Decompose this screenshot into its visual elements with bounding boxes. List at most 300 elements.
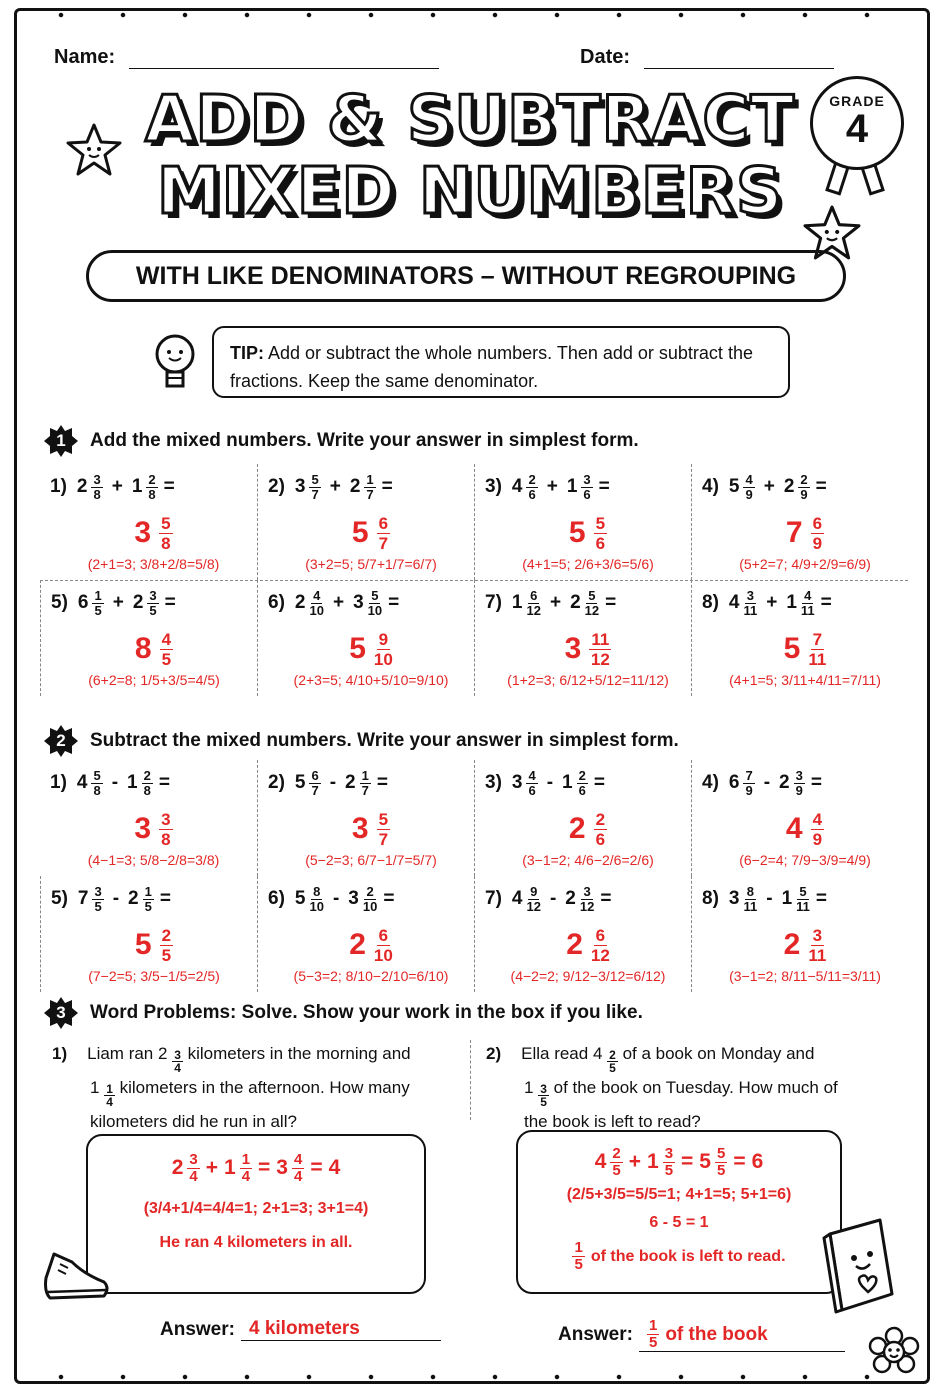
problem-cell [257, 580, 474, 696]
problem-cell [40, 876, 257, 992]
denominator: 4 [241, 1167, 251, 1185]
problem-text: Liam ran 2 [87, 1044, 168, 1063]
whole-number: 1 [786, 592, 797, 613]
operator: - [112, 888, 120, 909]
problem [51, 580, 257, 626]
problem-number: 5) [51, 592, 68, 613]
denominator: 7 [311, 486, 319, 502]
fraction [808, 630, 826, 669]
section-number-badge [44, 724, 78, 758]
whole-number: 2 [566, 928, 583, 961]
work-steps: (3/4+1/4=4/4=1; 2+1=3; 3+1=4) [143, 1200, 369, 1217]
numerator: 4 [293, 1150, 303, 1168]
mixed-number [565, 630, 612, 669]
mixed-number [729, 473, 755, 502]
problem-cell [474, 760, 691, 876]
operator: + [111, 476, 123, 497]
whole-number: 3 [351, 812, 369, 845]
denominator: 5 [149, 602, 157, 618]
whole-number: 2 [783, 928, 801, 961]
fraction [743, 769, 754, 798]
whole: 5 [699, 1150, 711, 1173]
denominator: 9 [795, 782, 803, 798]
problem-number: 5) [51, 888, 68, 909]
mixed-number [77, 473, 103, 502]
fraction [160, 630, 173, 669]
fraction [147, 589, 158, 618]
numerator: 2 [595, 809, 606, 829]
mixed-number [352, 514, 390, 553]
whole-number: 2 [779, 772, 790, 793]
numerator: 4 [313, 587, 321, 603]
problem-cell [257, 876, 474, 992]
mixed-number [295, 589, 324, 618]
whole: 4 [594, 1150, 607, 1173]
fraction [796, 885, 810, 914]
answer[interactable] [485, 626, 691, 672]
answer[interactable] [51, 626, 257, 672]
fraction [526, 769, 537, 798]
work-steps: (2/5+3/5=5/5=1; 4+1=5; 5+1=6) [566, 1186, 792, 1203]
answer[interactable] [268, 922, 474, 968]
equals-sign: = [159, 888, 171, 909]
mixed-number [348, 885, 377, 914]
answer-value: 4 kilometers [241, 1318, 441, 1341]
answer[interactable] [50, 510, 257, 556]
whole-number: 2 [565, 888, 576, 909]
top-dots-border [30, 10, 914, 20]
problem-cell [474, 876, 691, 992]
work-box-2[interactable] [516, 1130, 842, 1294]
equals-sign: = [381, 476, 393, 497]
answer[interactable] [702, 922, 908, 968]
fraction [794, 769, 805, 798]
denominator: 7 [378, 533, 389, 553]
fraction [377, 810, 390, 849]
numerator: 2 [161, 925, 172, 945]
word-problem-2 [486, 1040, 896, 1135]
answer-label: Answer: [558, 1324, 633, 1345]
problem-number: 4) [702, 772, 719, 793]
numerator: 1 [648, 1317, 658, 1334]
work-steps: (7−2=5; 3/5−1/5=2/5) [88, 968, 220, 984]
tip-box [212, 326, 790, 398]
mixed-number [729, 885, 757, 914]
mixed-number [350, 473, 376, 502]
fraction [580, 885, 594, 914]
fraction [526, 885, 540, 914]
whole-number: 2 [783, 476, 795, 497]
section-number: 1 [56, 431, 66, 450]
whole-number: 1 [511, 592, 523, 613]
fraction [647, 1318, 659, 1351]
denominator: 8 [93, 486, 101, 502]
numerator: 4 [812, 809, 823, 829]
fraction [363, 885, 377, 914]
numerator: 1 [361, 767, 369, 783]
fraction [309, 885, 323, 914]
section-number: 2 [56, 731, 66, 750]
denominator: 8 [161, 533, 171, 553]
answer-line-1[interactable] [160, 1318, 441, 1341]
mixed-number [786, 514, 824, 553]
denominator: 5 [161, 945, 172, 965]
work-steps: (5+2=7; 4/9+2/9=6/9) [739, 556, 871, 572]
date-field[interactable] [580, 46, 834, 69]
problem [268, 876, 474, 922]
fraction [91, 769, 102, 798]
mixed-number [567, 473, 593, 502]
tip-text: Add or subtract the whole numbers. Then add or subtract the fractions. Keep the same denominator. [230, 343, 753, 391]
mixed-number [729, 769, 755, 798]
tip-label: TIP: [230, 343, 264, 363]
whole-number: 3 [348, 888, 359, 909]
fraction [581, 473, 592, 502]
denominator: 5 [609, 1061, 616, 1075]
problem-number: 1) [50, 476, 67, 497]
grade-label: GRADE [829, 93, 885, 109]
mixed-number [353, 589, 382, 618]
fraction [663, 1146, 675, 1179]
whole-number: 4 [511, 476, 523, 497]
equals-sign: = [810, 772, 822, 793]
mixed-number [133, 589, 159, 618]
whole-number: 5 [134, 928, 152, 961]
numerator: 3 [174, 1048, 181, 1062]
date-label: Date: [580, 46, 631, 68]
problem-cell [474, 580, 691, 696]
problem [485, 580, 691, 626]
whole-number: 3 [511, 772, 523, 793]
mixed-number [135, 630, 173, 669]
numerator: 3 [795, 767, 803, 783]
mixed-number [295, 769, 321, 798]
mixed-number [134, 514, 172, 553]
whole-number: 6 [77, 592, 89, 613]
numerator: 6 [530, 587, 538, 603]
answer[interactable] [50, 806, 257, 852]
problem-number: 4) [702, 476, 719, 497]
fraction [591, 926, 610, 965]
equals-sign: = [820, 592, 832, 613]
problem-number: 2) [268, 476, 285, 497]
plus-sign: + [628, 1150, 641, 1173]
numerator: 5 [378, 809, 389, 829]
problem-number: 2) [268, 772, 285, 793]
work-steps: (2+1=3; 3/8+2/8=5/8) [87, 556, 220, 572]
problem-text: 1 [524, 1078, 534, 1097]
equation [88, 1148, 424, 1188]
fraction [526, 473, 537, 502]
mixed-number [345, 769, 371, 798]
denominator: 10 [309, 898, 324, 914]
fraction [610, 1146, 622, 1179]
bottom-dots-border [30, 1372, 914, 1382]
equals-sign: = [163, 476, 175, 497]
mixed-number [784, 926, 827, 965]
problem-cell [40, 464, 257, 580]
operator: + [112, 592, 124, 613]
column-divider [470, 1040, 471, 1120]
fraction [577, 769, 588, 798]
denominator: 6 [578, 782, 586, 798]
numerator: 5 [311, 471, 319, 487]
answer[interactable] [485, 510, 691, 556]
grade-value: 4 [845, 107, 869, 151]
name-label: Name: [54, 46, 116, 68]
numerator: 3 [93, 471, 101, 487]
equals-sign: = [681, 1150, 694, 1173]
answer-line-2[interactable] [558, 1318, 845, 1352]
denominator: 4 [293, 1167, 303, 1185]
whole-number: 5 [783, 632, 801, 665]
fraction [594, 514, 607, 553]
whole-number: 4 [785, 812, 803, 845]
problem [268, 760, 474, 806]
mixed-number [78, 589, 104, 618]
numerator: 7 [745, 767, 753, 783]
work-steps: (3−1=2; 8/11−5/11=3/11) [729, 968, 881, 984]
answer[interactable] [702, 806, 908, 852]
operator: - [111, 772, 119, 793]
fraction [538, 1083, 549, 1108]
flower-icon [866, 1326, 922, 1378]
denominator: 8 [143, 782, 151, 798]
numerator: 4 [745, 471, 753, 487]
answer[interactable] [702, 626, 908, 672]
numerator: 2 [528, 471, 536, 487]
numerator: 2 [143, 767, 151, 783]
equals-sign: = [605, 592, 617, 613]
answer[interactable] [268, 626, 474, 672]
denominator: 11 [808, 649, 827, 669]
equals-sign: = [598, 476, 610, 497]
problem-number: 8) [702, 592, 719, 613]
denominator: 8 [93, 782, 101, 798]
whole-number: 3 [564, 632, 582, 665]
denominator: 7 [366, 486, 374, 502]
problem-number: 3) [485, 476, 502, 497]
fraction [92, 589, 103, 618]
denominator: 9 [812, 829, 823, 849]
work-steps: (4−1=3; 5/8−2/8=3/8) [87, 852, 220, 868]
answer[interactable] [485, 806, 691, 852]
denominator: 12 [590, 649, 610, 669]
numerator: 1 [94, 587, 102, 603]
numerator: 6 [595, 925, 606, 945]
section-number-badge [44, 424, 78, 458]
denominator: 5 [716, 1161, 726, 1179]
subtitle-banner: WITH LIKE DENOMINATORS – WITHOUT REGROUPING [86, 250, 846, 302]
denominator: 5 [574, 1256, 583, 1273]
problem-number: 6) [268, 888, 285, 909]
whole-number: 3 [353, 592, 364, 613]
fraction [374, 630, 393, 669]
problem [702, 580, 908, 626]
fraction [594, 810, 607, 849]
numerator: 3 [94, 883, 102, 899]
mixed-number [786, 589, 814, 618]
row-divider [40, 580, 908, 581]
mixed-number [784, 630, 827, 669]
problem-number: 8) [702, 888, 719, 909]
numerator: 5 [588, 587, 596, 603]
sentence-text: of the book is left to read. [590, 1247, 786, 1265]
mixed-number [512, 769, 538, 798]
fraction [309, 473, 320, 502]
problem-number: 1) [52, 1044, 68, 1063]
answer[interactable] [702, 510, 908, 556]
problem-text: 1 [90, 1078, 100, 1097]
mixed-number [569, 810, 607, 849]
denominator: 11 [743, 898, 758, 914]
problem [702, 760, 908, 806]
title-line-1: ADD & SUBTRACT [144, 83, 796, 157]
problem-cell [40, 760, 257, 876]
lightbulb-icon [146, 326, 204, 400]
denominator: 10 [373, 945, 393, 965]
numerator: 1 [144, 883, 152, 899]
fraction [292, 1152, 304, 1185]
answer[interactable] [268, 806, 474, 852]
work-box-1[interactable] [86, 1134, 426, 1294]
work-steps: (6+2=8; 1/5+3/5=4/5) [88, 672, 220, 688]
denominator: 5 [144, 898, 152, 914]
result: 6 [751, 1150, 764, 1173]
numerator: 2 [578, 767, 586, 783]
numerator: 3 [189, 1150, 198, 1168]
denominator: 11 [808, 945, 827, 965]
denominator: 9 [812, 533, 823, 553]
denominator: 8 [148, 486, 156, 502]
answer[interactable] [485, 922, 691, 968]
fraction [607, 1049, 618, 1074]
mixed-number [729, 589, 757, 618]
mixed-number [784, 473, 810, 502]
whole-number: 2 [294, 592, 306, 613]
problem-cell [691, 876, 908, 992]
plus-sign: + [205, 1156, 218, 1179]
denominator: 5 [94, 898, 102, 914]
operator: - [763, 772, 771, 793]
worksheet-title [120, 84, 820, 228]
problem-text: kilometers in the afternoon. How many [119, 1078, 410, 1097]
answer[interactable] [268, 510, 474, 556]
numerator: 8 [746, 883, 754, 899]
whole-number: 7 [77, 888, 89, 909]
equals-sign: = [600, 888, 612, 909]
fraction [743, 473, 754, 502]
problem-number: 3) [485, 772, 502, 793]
whole-number: 2 [349, 928, 366, 961]
fraction [360, 769, 371, 798]
numerator: 3 [149, 587, 157, 603]
mixed-number [570, 589, 599, 618]
grade-badge [810, 76, 904, 170]
mixed-number [352, 810, 390, 849]
work-steps: (3+2=5; 5/7+1/7=6/7) [305, 556, 437, 572]
equals-sign: = [593, 772, 605, 793]
problem-number: 7) [485, 888, 502, 909]
section-title: Subtract the mixed numbers. Write your answer in simplest form. [90, 730, 679, 751]
problem-cell [691, 580, 908, 696]
operator: + [329, 476, 341, 497]
fraction [374, 926, 393, 965]
numerator: 6 [378, 513, 389, 533]
problem [51, 876, 257, 922]
mixed-number [562, 769, 588, 798]
mixed-number [135, 926, 173, 965]
fraction [572, 1240, 584, 1273]
fraction [142, 769, 153, 798]
mixed-number [128, 885, 154, 914]
problem-number: 6) [268, 592, 285, 613]
mixed-number [295, 885, 324, 914]
fraction [187, 1152, 199, 1185]
date-line[interactable] [644, 51, 834, 69]
mixed-number [295, 473, 321, 502]
denominator: 7 [361, 782, 369, 798]
fraction [377, 514, 390, 553]
name-line[interactable] [129, 51, 439, 69]
equals-sign: = [383, 888, 395, 909]
numerator: 9 [530, 883, 538, 899]
problem-text: of the book on Tuesday. How much of [553, 1078, 838, 1097]
answer[interactable] [51, 922, 257, 968]
fraction [143, 885, 154, 914]
fraction [743, 885, 757, 914]
mixed-number [78, 885, 104, 914]
fraction [309, 769, 320, 798]
numerator: 3 [664, 1144, 674, 1162]
whole-number: 2 [76, 476, 88, 497]
fraction [364, 473, 375, 502]
numerator: 5 [595, 513, 606, 533]
numerator: 2 [609, 1048, 616, 1062]
numerator: 9 [378, 629, 389, 649]
whole: 1 [647, 1150, 659, 1173]
book-icon [820, 1214, 900, 1314]
operator: - [546, 772, 554, 793]
problem [268, 464, 474, 510]
whole-number: 4 [76, 772, 88, 793]
equation [518, 1142, 840, 1182]
title-line-2: MIXED NUMBERS [156, 155, 784, 229]
whole-number: 5 [294, 772, 306, 793]
fraction [801, 589, 815, 618]
mixed-number [786, 810, 824, 849]
operator: + [549, 592, 562, 613]
problem [50, 464, 257, 510]
equals-sign: = [815, 476, 827, 497]
numerator: 6 [812, 513, 823, 533]
answer-text: of the book [665, 1323, 768, 1345]
whole-number: 3 [728, 888, 740, 909]
numerator: 5 [371, 587, 379, 603]
operator: + [332, 592, 345, 613]
mixed-number [349, 630, 393, 669]
numerator: 2 [148, 471, 156, 487]
whole-number: 2 [128, 888, 139, 909]
whole-number: 5 [294, 888, 306, 909]
denominator: 9 [745, 486, 753, 502]
section-1-heading [44, 424, 639, 458]
name-field[interactable] [54, 46, 439, 69]
fraction [811, 514, 824, 553]
equals-sign: = [388, 592, 400, 613]
operator: - [332, 888, 340, 909]
mixed-number [512, 473, 538, 502]
